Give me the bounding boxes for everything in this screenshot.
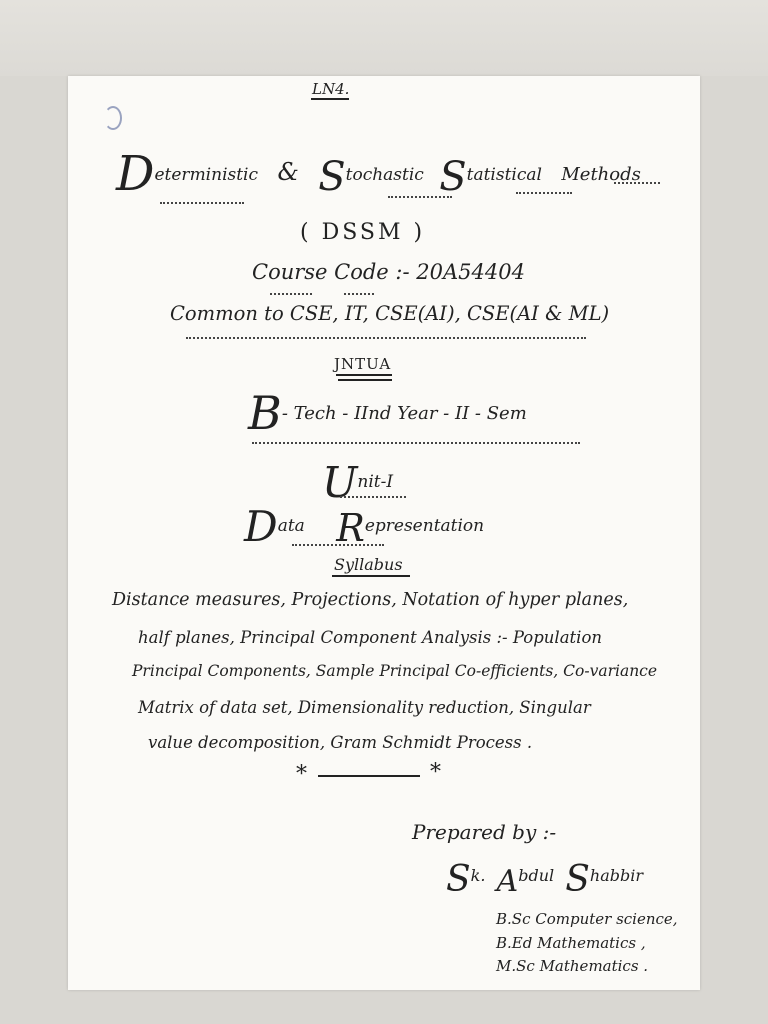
title-ampersand: & — [277, 158, 299, 186]
author-cap-s2: S — [565, 859, 590, 900]
author-cap-s1: S — [446, 859, 471, 900]
topic-word-data: ata — [277, 516, 305, 536]
syllabus-heading: Syllabus — [334, 555, 403, 574]
year-semester-text: - Tech - IInd Year - II - Sem — [281, 403, 527, 424]
title-word-methods: Methods — [561, 164, 641, 185]
author-name — [446, 859, 643, 900]
title-word-statistical: tatistical — [466, 165, 542, 185]
topic-cap-d: D — [244, 502, 278, 551]
syllabus-line-2: half planes, Principal Component Analysis :- Population — [138, 628, 602, 647]
author-name-part-1: k. — [470, 866, 486, 885]
prepared-by: Prepared by :- — [412, 820, 557, 844]
course-abbreviation: ( DSSM ) — [300, 220, 426, 245]
unit-cap-u: U — [322, 458, 358, 507]
common-underline — [186, 331, 586, 339]
title-cap-s1: S — [318, 154, 346, 200]
syllabus-line-5: value decomposition, Gram Schmidt Process . — [148, 733, 533, 752]
university-underline-1 — [336, 374, 392, 376]
unit-underline — [340, 490, 406, 498]
unit-label-text: nit-I — [357, 472, 394, 492]
title-underline-2 — [388, 190, 452, 198]
course-code-underline-2 — [344, 287, 374, 295]
course-code: Course Code :- 20A54404 — [252, 260, 525, 284]
credential-2: B.Ed Mathematics , — [496, 934, 646, 952]
author-name-part-3: habbir — [589, 866, 643, 885]
credential-3: M.Sc Mathematics . — [496, 957, 649, 975]
common-to-branches: Common to CSE, IT, CSE(AI), CSE(AI & ML) — [170, 302, 610, 325]
title-word-deterministic: eterministic — [154, 165, 259, 185]
page-number: LN4. — [312, 80, 350, 98]
page-number-underline — [311, 98, 349, 100]
separator-line — [318, 775, 420, 777]
title-underline-1 — [160, 196, 244, 204]
punch-hole-mark — [104, 106, 122, 130]
topic-underline — [292, 538, 384, 546]
title-cap-d: D — [116, 146, 155, 202]
year-semester — [248, 386, 527, 440]
year-cap-b: B — [248, 386, 282, 440]
author-name-part-2: bdul — [518, 866, 555, 885]
university-underline-2 — [338, 379, 392, 381]
course-code-underline-1 — [270, 287, 312, 295]
scan-background-top — [0, 0, 768, 76]
author-cap-a: A — [496, 864, 519, 899]
title-word-stochastic: tochastic — [345, 165, 424, 185]
syllabus-line-1: Distance measures, Projections, Notation of hyper planes, — [112, 590, 629, 610]
title-underline-3 — [516, 186, 572, 194]
topic-word-representation: epresentation — [364, 516, 485, 536]
year-underline — [252, 436, 580, 444]
credential-1: B.Sc Computer science, — [496, 910, 678, 928]
syllabus-line-3: Principal Components, Sample Principal Co-efficients, Co-variance — [132, 662, 658, 680]
university-name: JNTUA — [334, 355, 392, 373]
separator-star-right: * — [430, 760, 441, 785]
separator-star-left: * — [296, 762, 307, 787]
topic-cap-r: R — [336, 506, 365, 550]
title-cap-s2: S — [439, 154, 467, 200]
syllabus-underline — [332, 575, 410, 577]
title-underline-4 — [614, 176, 660, 184]
syllabus-line-4: Matrix of data set, Dimensionality reduction, Singular — [138, 698, 591, 717]
